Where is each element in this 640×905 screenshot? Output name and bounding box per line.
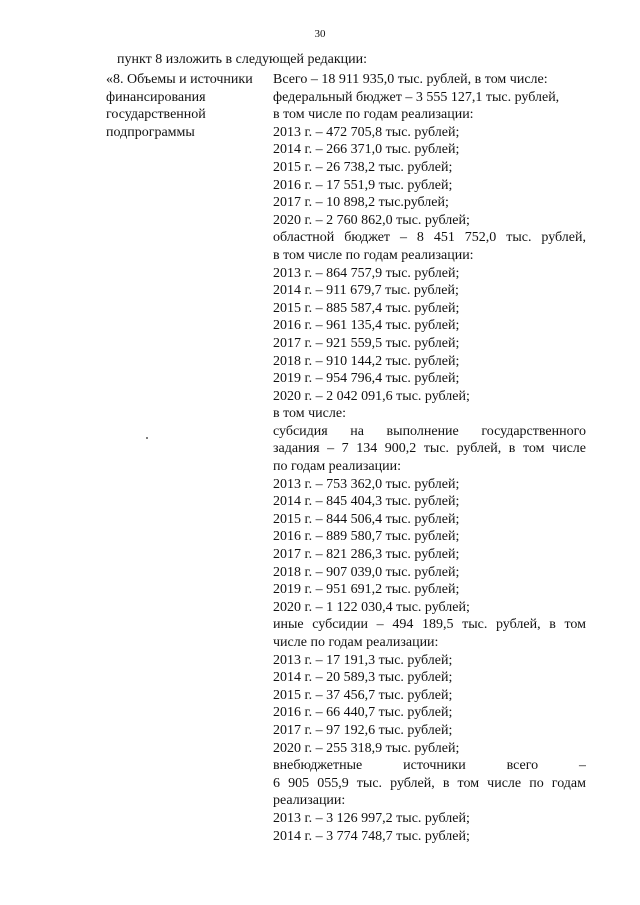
funding-line: 2013 г. – 3 126 997,2 тыс. рублей; — [273, 810, 470, 826]
funding-line: 2013 г. – 864 757,9 тыс. рублей; — [273, 265, 460, 281]
funding-line: федеральный бюджет – 3 555 127,1 тыс. рублей, — [273, 89, 560, 105]
funding-line: 2013 г. – 472 705,8 тыс. рублей; — [273, 124, 460, 140]
funding-line: 2017 г. – 10 898,2 тыс.рублей; — [273, 195, 449, 211]
funding-line: числе по годам реализации: — [273, 635, 439, 650]
funding-line: 2015 г. – 37 456,7 тыс. рублей; — [273, 687, 453, 703]
section-heading-line: подпрограммы — [106, 124, 195, 140]
funding-line: в том числе по годам реализации: — [273, 247, 474, 263]
funding-line: областной бюджет – 8 451 752,0 тыс. рублей, — [273, 230, 586, 246]
funding-line: 2017 г. – 97 192,6 тыс. рублей; — [273, 722, 453, 738]
section-heading — [106, 71, 266, 141]
funding-line: 2020 г. – 2 042 091,6 тыс. рублей; — [273, 388, 470, 404]
funding-line: 2016 г. – 961 135,4 тыс. рублей; — [273, 318, 460, 334]
intro-text: пункт 8 изложить в следующей редакции: — [117, 52, 367, 67]
funding-line: 2014 г. – 3 774 748,7 тыс. рублей; — [273, 828, 470, 844]
funding-line: 2015 г. – 26 738,2 тыс. рублей; — [273, 159, 453, 175]
funding-line: в том числе по годам реализации: — [273, 107, 474, 123]
scan-speck — [146, 437, 148, 439]
funding-line: 2014 г. – 266 371,0 тыс. рублей; — [273, 142, 460, 158]
funding-line: реализации: — [273, 793, 346, 809]
section-heading-line: финансирования — [106, 89, 206, 105]
funding-line: субсидия на выполнение государственного — [273, 423, 586, 439]
funding-line: 2016 г. – 66 440,7 тыс. рублей; — [273, 705, 453, 721]
funding-line: по годам реализации: — [273, 459, 401, 475]
funding-line: иные субсидии – 494 189,5 тыс. рублей, в том — [273, 617, 586, 633]
funding-line: 2013 г. – 753 362,0 тыс. рублей; — [273, 476, 460, 492]
page-number: 30 — [314, 28, 326, 40]
funding-line: 2014 г. – 845 404,3 тыс. рублей; — [273, 494, 460, 510]
funding-line: 6 905 055,9 тыс. рублей, в том числе по годам — [273, 775, 586, 791]
funding-line: внебюджетные источники всего – — [273, 758, 586, 774]
funding-line: 2017 г. – 821 286,3 тыс. рублей; — [273, 547, 460, 563]
funding-line: в том числе: — [273, 406, 346, 422]
funding-line: 2018 г. – 910 144,2 тыс. рублей; — [273, 353, 460, 369]
funding-line: 2019 г. – 951 691,2 тыс. рублей; — [273, 582, 460, 598]
funding-line: 2016 г. – 17 551,9 тыс. рублей; — [273, 177, 453, 193]
funding-line: задания – 7 134 900,2 тыс. рублей, в том числе — [273, 441, 586, 457]
funding-line: Всего – 18 911 935,0 тыс. рублей, в том числе: — [273, 72, 548, 87]
funding-line: 2017 г. – 921 559,5 тыс. рублей; — [273, 335, 460, 351]
funding-line: 2014 г. – 911 679,7 тыс. рублей; — [273, 283, 459, 299]
funding-line: 2020 г. – 2 760 862,0 тыс. рублей; — [273, 212, 470, 228]
funding-line: 2014 г. – 20 589,3 тыс. рублей; — [273, 670, 453, 686]
funding-line: 2015 г. – 844 506,4 тыс. рублей; — [273, 511, 460, 527]
section-heading-line: государственной — [106, 107, 206, 123]
funding-line: 2019 г. – 954 796,4 тыс. рублей; — [273, 371, 460, 387]
funding-line: 2015 г. – 885 587,4 тыс. рублей; — [273, 300, 460, 316]
section-heading-line: «8. Объемы и источники — [106, 72, 253, 87]
funding-line: 2020 г. – 255 318,9 тыс. рублей; — [273, 740, 460, 756]
funding-line: 2016 г. – 889 580,7 тыс. рублей; — [273, 529, 460, 545]
funding-details — [273, 71, 586, 845]
funding-line: 2018 г. – 907 039,0 тыс. рублей; — [273, 564, 460, 580]
funding-line: 2013 г. – 17 191,3 тыс. рублей; — [273, 652, 453, 668]
funding-line: 2020 г. – 1 122 030,4 тыс. рублей; — [273, 599, 470, 615]
